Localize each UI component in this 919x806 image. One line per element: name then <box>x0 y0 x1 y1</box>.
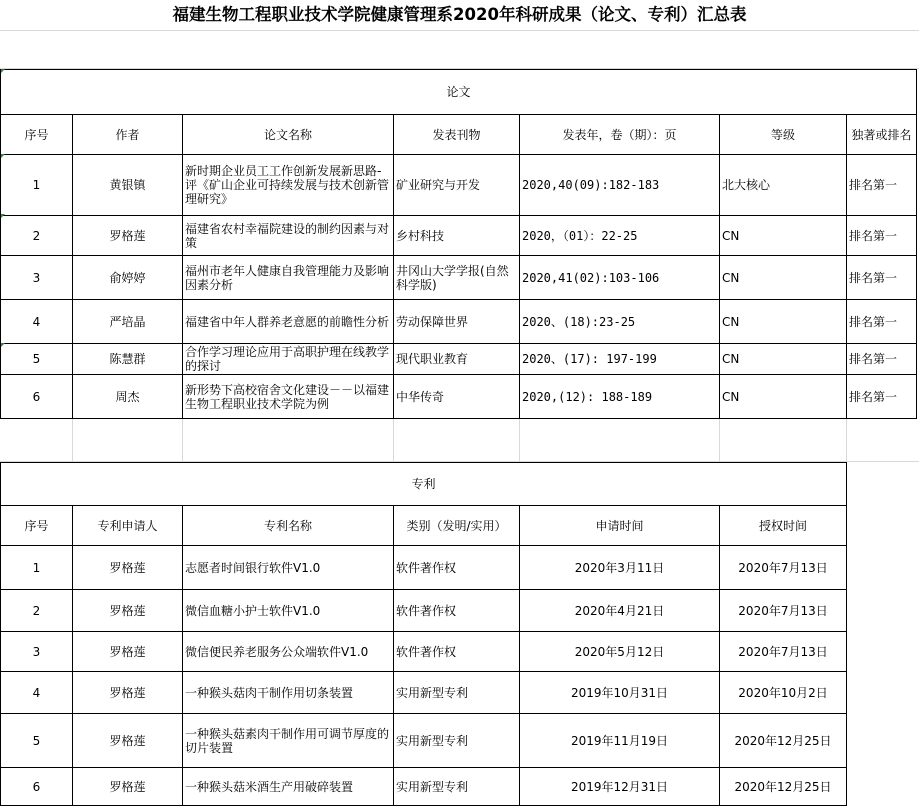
header-journal: 发表刊物 <box>394 115 520 155</box>
cell-category: 实用新型专利 <box>394 714 520 768</box>
cell-grant-date: 2020年7月13日 <box>720 546 847 590</box>
header-grade: 等级 <box>720 115 847 155</box>
cell-seq: 1 <box>1 155 73 216</box>
gridline <box>519 418 520 462</box>
cell-apply-date: 2019年11月19日 <box>520 714 720 768</box>
cell-grade: 北大核心 <box>720 155 847 216</box>
cell-journal: 劳动保障世界 <box>394 300 520 344</box>
cell-issue: 2020、(18):23-25 <box>520 300 720 344</box>
cell-grade: CN <box>720 344 847 375</box>
cell-category: 软件著作权 <box>394 546 520 590</box>
papers-section-title: 论文 <box>1 70 917 115</box>
cell-rank: 排名第一 <box>847 155 917 216</box>
cell-applicant: 罗格莲 <box>73 590 183 632</box>
cell-issue: 2020、(17): 197-199 <box>520 344 720 375</box>
cell-author: 周杰 <box>73 375 183 419</box>
gridline <box>719 418 720 462</box>
cell-seq: 4 <box>1 672 73 714</box>
cell-grade: CN <box>720 216 847 256</box>
cell-journal: 井冈山大学学报(自然科学版) <box>394 256 520 300</box>
table-row <box>1 344 917 375</box>
table-row <box>1 590 847 632</box>
cell-seq: 4 <box>1 300 73 344</box>
cell-patent-name: 志愿者时间银行软件V1.0 <box>183 546 394 590</box>
cell-author: 罗格莲 <box>73 216 183 256</box>
cell-journal: 中华传奇 <box>394 375 520 419</box>
cell-author: 俞婷婷 <box>73 256 183 300</box>
table-row <box>1 632 847 672</box>
cell-rank: 排名第一 <box>847 375 917 419</box>
cell-category: 软件著作权 <box>394 632 520 672</box>
table-row <box>1 714 847 768</box>
header-grant-date: 授权时间 <box>720 506 847 546</box>
header-patent-name: 专利名称 <box>183 506 394 546</box>
cell-patent-name: 微信血糖小护士软件V1.0 <box>183 590 394 632</box>
cell-apply-date: 2020年5月12日 <box>520 632 720 672</box>
cell-rank: 排名第一 <box>847 256 917 300</box>
cell-author: 陈慧群 <box>73 344 183 375</box>
cell-indicator-icon <box>1 214 5 218</box>
cell-author: 严培晶 <box>73 300 183 344</box>
gridline <box>72 418 73 462</box>
cell-seq: 6 <box>1 375 73 419</box>
cell-category: 实用新型专利 <box>394 672 520 714</box>
table-row <box>1 256 917 300</box>
cell-applicant: 罗格莲 <box>73 768 183 806</box>
cell-patent-name: 一种猴头菇素肉干制作用可调节厚度的切片装置 <box>183 714 394 768</box>
cell-paper-title: 福建省中年人群养老意愿的前瞻性分析 <box>183 300 394 344</box>
papers-table <box>0 69 917 419</box>
cell-category: 实用新型专利 <box>394 768 520 806</box>
header-applicant: 专利申请人 <box>73 506 183 546</box>
cell-author: 黄银镇 <box>73 155 183 216</box>
patents-table <box>0 462 847 806</box>
cell-applicant: 罗格莲 <box>73 632 183 672</box>
cell-seq: 2 <box>1 590 73 632</box>
header-seq: 序号 <box>1 115 73 155</box>
patents-section-title: 专利 <box>1 463 847 506</box>
cell-grade: CN <box>720 256 847 300</box>
cell-patent-name: 一种猴头菇肉干制作用切条装置 <box>183 672 394 714</box>
gridline <box>846 418 847 462</box>
header-apply-date: 申请时间 <box>520 506 720 546</box>
cell-grant-date: 2020年12月25日 <box>720 714 847 768</box>
gridline <box>182 418 183 462</box>
cell-grant-date: 2020年12月25日 <box>720 768 847 806</box>
header-seq: 序号 <box>1 506 73 546</box>
cell-indicator-icon <box>1 69 5 73</box>
cell-applicant: 罗格莲 <box>73 672 183 714</box>
cell-grant-date: 2020年7月13日 <box>720 590 847 632</box>
cell-apply-date: 2019年10月31日 <box>520 672 720 714</box>
cell-seq: 5 <box>1 714 73 768</box>
header-paper-title: 论文名称 <box>183 115 394 155</box>
cell-paper-title: 合作学习理论应用于高职护理在线教学的探讨 <box>183 344 394 375</box>
cell-indicator-icon <box>1 343 5 347</box>
cell-apply-date: 2020年3月11日 <box>520 546 720 590</box>
cell-seq: 3 <box>1 256 73 300</box>
cell-issue: 2020,41(02):103-106 <box>520 256 720 300</box>
cell-journal: 现代职业教育 <box>394 344 520 375</box>
cell-seq: 2 <box>1 216 73 256</box>
cell-indicator-icon <box>1 154 5 158</box>
table-row <box>1 300 917 344</box>
cell-seq: 5 <box>1 344 73 375</box>
gridline <box>393 418 394 462</box>
cell-applicant: 罗格莲 <box>73 546 183 590</box>
cell-grant-date: 2020年10月2日 <box>720 672 847 714</box>
cell-issue: 2020，（01）：22-25 <box>520 216 720 256</box>
header-category: 类别（发明/实用） <box>394 506 520 546</box>
cell-applicant: 罗格莲 <box>73 714 183 768</box>
table-row <box>1 672 847 714</box>
cell-apply-date: 2020年4月21日 <box>520 590 720 632</box>
header-author: 作者 <box>73 115 183 155</box>
cell-journal: 矿业研究与开发 <box>394 155 520 216</box>
cell-paper-title: 福建省农村幸福院建设的制约因素与对策 <box>183 216 394 256</box>
cell-seq: 1 <box>1 546 73 590</box>
table-row <box>1 155 917 216</box>
gridline <box>0 30 919 31</box>
cell-issue: 2020,40(09):182-183 <box>520 155 720 216</box>
cell-issue: 2020,(12): 188-189 <box>520 375 720 419</box>
cell-paper-title: 福州市老年人健康自我管理能力及影响因素分析 <box>183 256 394 300</box>
header-issue: 发表年，卷（期）：页 <box>520 115 720 155</box>
cell-grade: CN <box>720 375 847 419</box>
cell-grade: CN <box>720 300 847 344</box>
cell-seq: 6 <box>1 768 73 806</box>
cell-seq: 3 <box>1 632 73 672</box>
cell-grant-date: 2020年7月13日 <box>720 632 847 672</box>
cell-category: 软件著作权 <box>394 590 520 632</box>
cell-patent-name: 一种猴头菇米酒生产用破碎装置 <box>183 768 394 806</box>
cell-rank: 排名第一 <box>847 216 917 256</box>
cell-rank: 排名第一 <box>847 344 917 375</box>
table-row <box>1 768 847 806</box>
cell-patent-name: 微信便民养老服务公众端软件V1.0 <box>183 632 394 672</box>
table-row <box>1 216 917 256</box>
cell-paper-title: 新形势下高校宿舍文化建设－－以福建生物工程职业技术学院为例 <box>183 375 394 419</box>
header-rank: 独著或排名 <box>847 115 917 155</box>
cell-rank: 排名第一 <box>847 300 917 344</box>
sheet-title: 福建生物工程职业技术学院健康管理系2020年科研成果（论文、专利）汇总表 <box>172 5 747 24</box>
cell-journal: 乡村科技 <box>394 216 520 256</box>
table-row <box>1 375 917 419</box>
table-row <box>1 546 847 590</box>
cell-paper-title: 新时期企业员工工作创新发展新思路-评《矿山企业可持续发展与技术创新管理研究》 <box>183 155 394 216</box>
cell-apply-date: 2019年12月31日 <box>520 768 720 806</box>
